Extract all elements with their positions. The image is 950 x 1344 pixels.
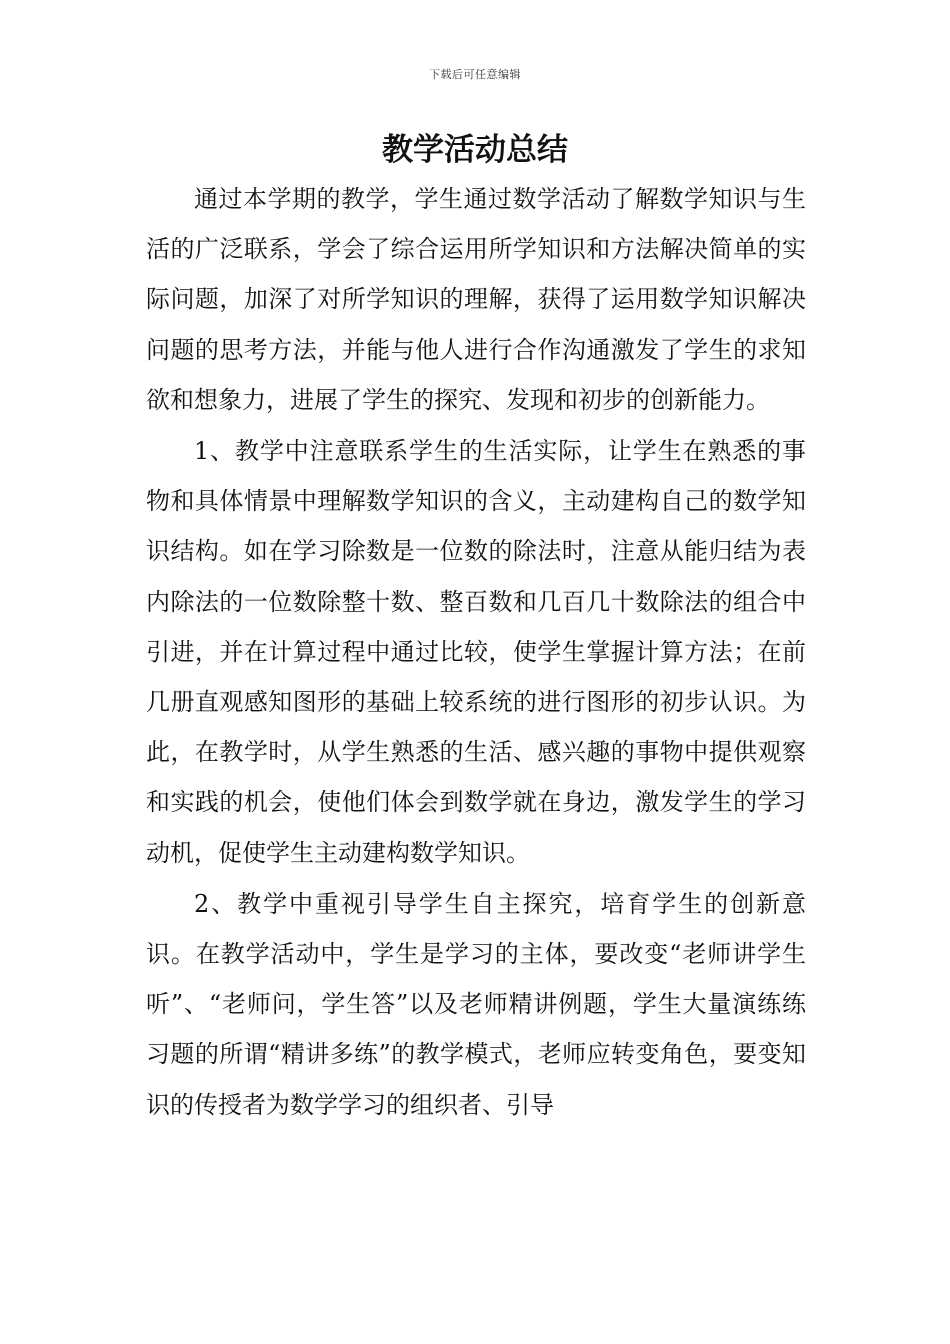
paragraph-intro: 通过本学期的教学，学生通过数学活动了解数学知识与生活的广泛联系，学会了综合运用所学知识和方法解决简单的实际问题，加深了对所学知识的理解，获得了运用数学知识解决问题的思考方法，并能与他人进行合作沟通激发了学生的求知欲和想象力，进展了学生的探究、发现和初步的创新能力。 — [146, 185, 806, 414]
header-note: 下载后可任意编辑 — [429, 68, 521, 81]
page-title: 教学活动总结 — [382, 132, 568, 168]
document-body — [146, 174, 806, 1130]
paragraph-point-2: 2、教学中重视引导学生自主探究，培育学生的创新意识。在教学活动中，学生是学习的主体，要改变“老师讲学生听”、“老师问，学生答”以及老师精讲例题，学生大量演练练习题的所谓“精讲多练”的教学模式，老师应转变角色，要变知识的传授者为数学学习的组织者、引导 — [146, 889, 806, 1119]
paragraph-point-1: 1、教学中注意联系学生的生活实际，让学生在熟悉的事物和具体情景中理解数学知识的含义，主动建构自己的数学知识结构。如在学习除数是一位数的除法时，注意从能归结为表内除法的一位数除整十数、整百数和几百几十数除法的组合中引进，并在计算过程中通过比较，使学生掌握计算方法；在前几册直观感知图形的基础上较系统的进行图形的初步认识。为此，在教学时，从学生熟悉的生活、感兴趣的事物中提供观察和实践的机会，使他们体会到数学就在身边，激发学生的学习动机，促使学生主动建构数学知识。 — [146, 437, 806, 867]
